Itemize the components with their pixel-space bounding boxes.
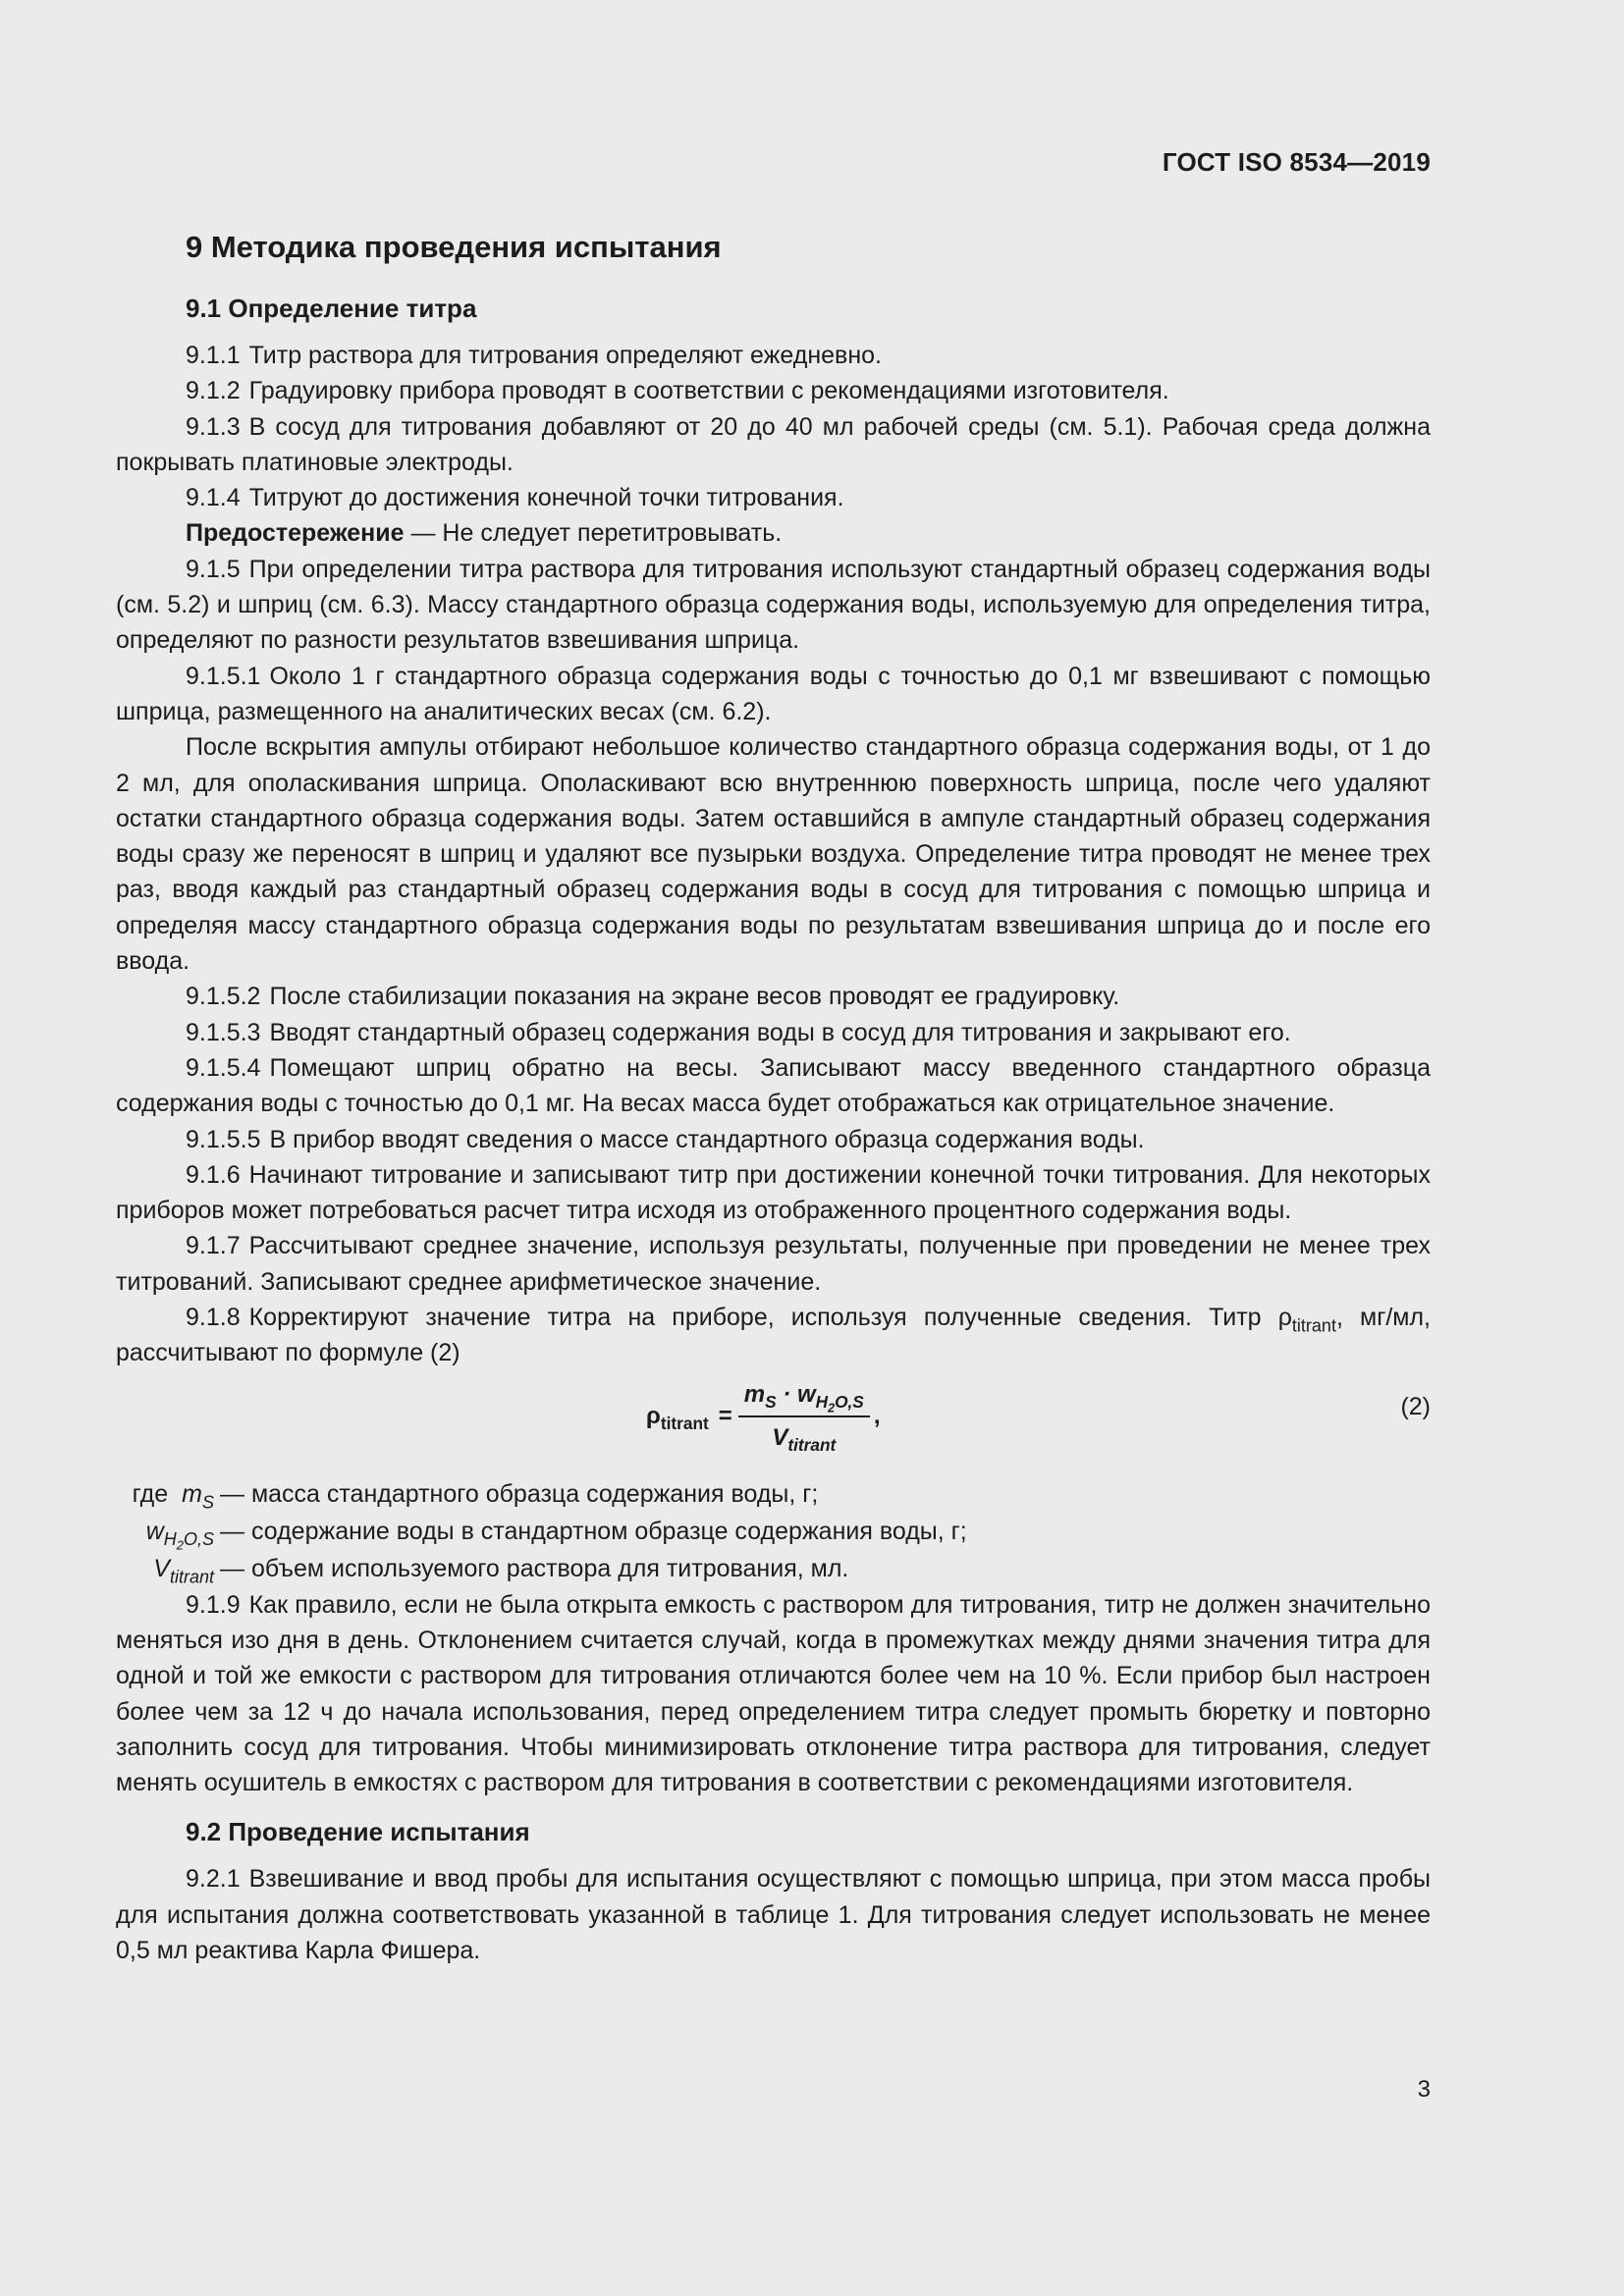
sub-2: 2 — [828, 1401, 836, 1415]
definition-symbol — [116, 1513, 220, 1553]
paragraph-9-1-6 — [116, 1157, 1431, 1229]
paragraph-9-1-9 — [116, 1587, 1431, 1801]
clause-text: При определении титра раствора для титрования используют стандартный образец содержания воды (см. 5.2) и шприц (см. 6.3). Массу стандартного образца содержания воды, используемую для определения титра, определяют по разности результатов взвешивания шприца. — [116, 555, 1431, 655]
section-9-heading: 9 Методика проведения испытания — [186, 230, 722, 264]
definition-text: — масса стандартного образца содержания воды, г; — [220, 1479, 819, 1508]
clause-text: Градуировку прибора проводят в соответствии с рекомендациями изготовителя. — [248, 377, 1169, 405]
paragraph-9-1-4 — [116, 480, 1431, 515]
numerator-w-subscript — [815, 1391, 864, 1415]
warning-text: — Не следует перетитровывать. — [404, 519, 783, 548]
paragraph-9-1-5 — [116, 552, 1431, 659]
paragraph-9-1-5-3 — [116, 1015, 1431, 1050]
paragraph-9-1-3 — [116, 409, 1431, 481]
warning-label: Предостережение — [186, 519, 405, 548]
clause-text: В сосуд для титрования добавляют от 20 до 40 мл рабочей среды (см. 5.1). Рабочая среда должна покрывать платиновые электроды. — [116, 412, 1431, 476]
paragraph-9-1-5-1 — [116, 659, 1431, 730]
clause-text-b: , мг/мл, рассчитывают по формуле (2) — [116, 1304, 1431, 1367]
clause-number: 9.1.5.4 — [186, 1053, 261, 1082]
sub-os: O,S — [183, 1528, 214, 1549]
clause-text-a: Корректируют значение титра на приборе, используя полученные сведения. Титр — [248, 1304, 1278, 1332]
symbol-w: w — [145, 1517, 164, 1545]
clause-number: 9.2.1 — [186, 1865, 241, 1894]
sub-2: 2 — [176, 1537, 184, 1553]
definition-ms — [116, 1475, 1431, 1513]
formula-numerator — [738, 1377, 870, 1417]
section-9-2-heading: 9.2 Проведение испытания — [186, 1817, 530, 1847]
clause-number: 9.1.5.3 — [186, 1018, 261, 1046]
definition-text: — содержание воды в стандартном образце содержания воды, г; — [220, 1517, 967, 1545]
clause-number: 9.1.4 — [186, 484, 241, 512]
paragraph-9-1-5-5 — [116, 1122, 1431, 1157]
sub-os: O,S — [835, 1391, 864, 1412]
formula-fraction — [738, 1377, 870, 1457]
numerator-w: w — [797, 1380, 816, 1408]
clause-text: Титруют до достижения конечной точки титрования. — [248, 484, 844, 512]
clause-text: Помещают шприц обратно на весы. Записывают массу введенного стандартного образца содержания воды с точностью до 0,1 мг. На весах масса будет отображаться как отрицательное значение. — [116, 1053, 1431, 1118]
clause-text: Вводят стандартный образец содержания воды в сосуд для титрования и закрывают его. — [269, 1018, 1291, 1046]
denominator-subscript: titrant — [787, 1434, 837, 1455]
paragraph-9-2-1 — [116, 1861, 1431, 1968]
clause-text: Титр раствора для титрования определяют ежедневно. — [248, 342, 882, 369]
symbol-m: m — [182, 1479, 202, 1508]
formula-number: (2) — [1400, 1392, 1431, 1420]
definition-lead: где — [132, 1479, 169, 1508]
clause-number: 9.1.5.5 — [186, 1125, 261, 1153]
numerator-m: m — [743, 1380, 766, 1408]
definition-symbol — [116, 1550, 220, 1587]
symbol-m-subscript: S — [201, 1491, 214, 1512]
symbol-w-subscript — [163, 1528, 214, 1553]
formula-lhs — [646, 1399, 709, 1434]
formula-equals: = — [718, 1402, 732, 1429]
formula-2 — [116, 1377, 1431, 1456]
section-9-1-heading: 9.1 Определение титра — [186, 294, 477, 323]
clause-number: 9.1.2 — [186, 377, 241, 405]
symbol-v: V — [153, 1554, 170, 1582]
clause-text: Взвешивание и ввод пробы для испытания осуществляют с помощью шприца, при этом масса пробы для испытания должна соответствовать указанной в таблице 1. Для титрования следует использовать не менее 0,5 мл реактива Карла Фишера. — [116, 1865, 1431, 1964]
clause-number: 9.1.6 — [186, 1160, 241, 1189]
document-body — [116, 216, 1431, 1968]
numerator-dot: · — [776, 1380, 797, 1408]
formula-definitions — [116, 1475, 1431, 1587]
formula-expression — [646, 1377, 880, 1457]
formula-lhs-subscript: titrant — [660, 1413, 709, 1433]
clause-number: 9.1.5.1 — [186, 662, 261, 690]
rho-symbol: ρ — [1277, 1304, 1292, 1332]
formula-lhs-symbol: ρ — [646, 1402, 661, 1429]
symbol-v-subscript: titrant — [169, 1566, 214, 1586]
paragraph-9-1-5-4 — [116, 1050, 1431, 1122]
clause-text: Начинают титрование и записывают титр при достижении конечной точки титрования. Для некоторых приборов может потребоваться расчет титра исходя из отображенного процентного содержания воды. — [116, 1160, 1431, 1225]
paragraph-9-1-7 — [116, 1228, 1431, 1300]
paragraph-9-1-5-1-cont: После вскрытия ампулы отбирают небольшое количество стандартного образца содержания воды, от 1 до 2 мл, для ополаскивания шприца. Ополаскивают всю внутреннюю поверхность шприца, после чего удаляют остатки стандартного образца содержания воды. Затем оставшийся в ампуле стандартный образец содержания воды сразу же переносят в шприц и удаляют все пузырьки воздуха. Определение титра проводят не менее трех раз, вводя каждый раз стандартный образец содержания воды в сосуд для титрования с помощью шприца и определяя массу стандартного образца содержания воды по результатам взвешивания шприца до и после его ввода. — [116, 733, 1431, 976]
clause-number: 9.1.9 — [186, 1590, 241, 1619]
paragraph-9-1-5-2 — [116, 979, 1431, 1014]
clause-number: 9.1.3 — [186, 412, 241, 441]
document-header: ГОСТ ISO 8534—2019 — [1162, 147, 1431, 177]
denominator-v: V — [772, 1423, 788, 1451]
warning-paragraph — [116, 515, 1431, 551]
clause-text: В прибор вводят сведения о массе стандартного образца содержания воды. — [269, 1125, 1145, 1153]
numerator-m-subscript: S — [765, 1391, 777, 1412]
rho-subscript: titrant — [1291, 1315, 1336, 1336]
paragraph-9-1-2 — [116, 373, 1431, 408]
clause-text: Как правило, если не была открыта емкость с раствором для титрования, титр не должен значительно меняться изо дня в день. Отклонением считается случай, когда в промежутках между днями значения титра для одной и той же емкости с раствором для титрования отличаются более чем на 10 %. Если прибор был настроен более чем за 12 ч до начала использования, перед определением титра следует промыть бюретку и повторно заполнить сосуд для титрования. Чтобы минимизировать отклонение титра раствора для титрования, следует менять осушитель в емкостях с раствором для титрования в соответствии с рекомендациями изготовителя. — [116, 1590, 1431, 1797]
paragraph-9-1-1 — [116, 338, 1431, 373]
clause-number: 9.1.7 — [186, 1232, 241, 1260]
clause-text: После стабилизации показания на экране весов проводят ее градуировку. — [269, 983, 1120, 1011]
definition-text: — объем используемого раствора для титрования, мл. — [220, 1554, 849, 1582]
clause-text: Рассчитывают среднее значение, используя результаты, полученные при проведении не менее трех титрований. Записывают среднее арифметическое значение. — [116, 1232, 1431, 1296]
paragraph-9-1-8 — [116, 1300, 1431, 1371]
definition-v — [116, 1550, 1431, 1587]
clause-text: Около 1 г стандартного образца содержания воды с точностью до 0,1 мг взвешивают с помощью шприца, размещенного на аналитических весах (см. 6.2). — [116, 662, 1431, 725]
clause-number: 9.1.5 — [186, 555, 241, 583]
clause-number: 9.1.8 — [186, 1304, 241, 1332]
clause-number: 9.1.5.2 — [186, 983, 261, 1011]
page-number: 3 — [1417, 2076, 1431, 2103]
sub-h: H — [163, 1528, 177, 1549]
formula-comma: , — [873, 1402, 881, 1429]
definition-w — [116, 1513, 1431, 1553]
sub-h: H — [815, 1391, 829, 1412]
definition-symbol — [116, 1475, 220, 1513]
clause-number: 9.1.1 — [186, 342, 241, 369]
formula-denominator — [766, 1417, 841, 1456]
